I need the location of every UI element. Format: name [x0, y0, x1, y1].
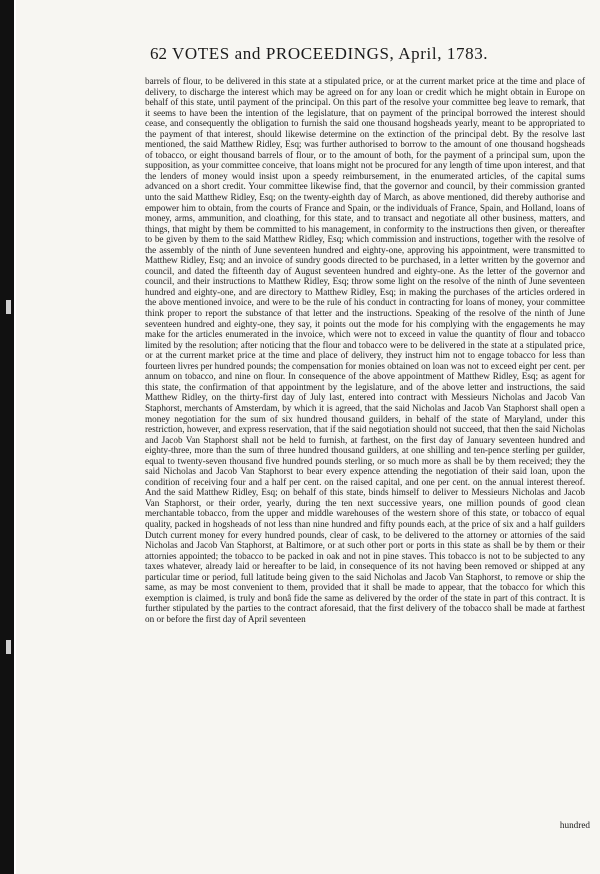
body-paragraph: barrels of flour, to be delivered in this state at a stipulated price, or at the current market price at the time and place of delivery, to discharge the interest which may be agreed on for any loan or credit which he might obtain in Europe on behalf of this state, until payment of the principal. On this part of the resolve your committee beg leave to remark, that it seems to have been the intention of the legislature, that on payment of the principal borrowed the interest should cease, and consequently the obligation to furnish the said one thousand hogsheads yearly, meant to be appropriated to the payment of that interest, should likewise determine on the extinction of the principal debt. By the resolve last mentioned, the said Matthew Ridley, Esq; was further authorised to borrow to the amount of one thousand hogsheads of tobacco, or eight thousand barrels of flour, or to the amount of both, for the payment of a principal sum, upon the supposition, as your committee conceive, that loans might not be procured for any length of time upon interest, and that the lenders of money would insist upon a speedy reimbursement, in the enumerated articles, of the capital sums advanced on a short credit. Your committee likewise find, that the governor and council, by their commission granted unto the said Matthew Ridley, Esq; on the twenty-eighth day of March, as above mentioned, did thereby authorise and empower him to obtain, from the courts of France and Spain, or the individuals of France, Spain, and Holland, loans of money, arms, ammunition, and cloathing, for this state, and to transact and negotiate all other business, matters, and things, that might by them be committed to his management, in conformity to the instructions then given, or thereafter to be given by them to the said Matthew Ridley, Esq; which commission and instructions, together with the resolve of the assembly of the ninth of June seventeen hundred and eighty-one, approving his appointment, were transmitted to Matthew Ridley, Esq; and an invoice of sundry goods directed to be purchased, in a letter written by the governor and council, and dated the fifteenth day of August seventeen hundred and eighty-one. As the letter of the governor and council, and their instructions to Matthew Ridley, Esq; throw some light on the resolve of the ninth of June seventeen hundred and eighty-one, and are directory to Matthew Ridley, Esq; in making the purchases of the articles ordered in the above mentioned invoice, and were to be the rule of his conduct in contracting for loans of money, your committee think proper to report the substance of that letter and the instructions. Speaking of the resolve of the ninth of June seventeen hundred and eighty-one, they say, it points out the mode for his complying with the engagements he may make for the articles enumerated in the invoice, which were not to exceed in value the quantity of flour and tobacco limited by the resolution; after noticing that the flour and tobacco were to be delivered in the state at a stipulated price, or at the current market price at the time and place of delivery, they instruct him not to engage tobacco for less than fourteen livres per hundred pounds; the compensation for monies obtained on loan was not to exceed eight per cent. per annum on tobacco, and nine on flour. In consequence of the above appointment of Matthew Ridley, Esq; as agent for this state, the confirmation of that appointment by the legislature, and of the above letter and instructions, the said Matthew Ridley, on the thirty-first day of July last, entered into contract with Messieurs Nicholas and Jacob Van Staphorst, merchants of Amsterdam, by which it is agreed, that the said Nicholas and Jacob Van Staphorst shall open a money negotiation for the sum of six hundred thousand guilders, in behalf of the state of Maryland, under this restriction, however, and express reservation, that if the said negotiation should not succeed, that then the said Nicholas and Jacob Van Staphorst shall not be held to furnish, at farthest, on the first day of January seventeen hundred and eighty-three, more than the sum of three hundred thousand guilders, at one shilling and ten-pence sterling per guilder, equal to twenty-seven thousand five hundred pounds sterling, or so much more as shall be by them received; they the said Nicholas and Jacob Van Staphorst to bear every expence attending the negotiation of their said loan, upon the condition of receiving four and a half per cent. on the raised capital, and one per cent. on the annual interest thereof. And the said Matthew Ridley, Esq; on behalf of this state, binds himself to deliver to Messieurs Nicholas and Jacob Van Staphorst, or their order, yearly, during the ten next successive years, one million pounds of good clean merchantable tobacco, from the upper and middle warehouses of the western shore of this state, or tobacco of equal quality, packed in hogsheads of not less than nine hundred and fifty pounds each, at the price of six and a half guilders Dutch current money for every hundred pounds, clear of cask, to be delivered to the attorney or attornies of the said Nicholas and Jacob Van Staphorst, at Baltimore, or at such other port or ports in this state as shall be by them or their attornies appointed; the tobacco to be packed in oak and not in pine staves. This tobacco is not to be subjected to any taxes whatever, already laid or hereafter to be laid, in consequence of its not having been removed or shipped at any particular time or period, full latitude being given to the said Nicholas and Jacob Van Staphorst, to remove or ship the same, as may be most convenient to them, provided that it shall be made to appear, that the tobacco for which this exemption is claimed, is truly and bonâ fide the same as delivered by the order of the state in part of this contract. It is further stipulated by the parties to the contract aforesaid, that the first delivery of the tobacco shall be made at farthest on or before the first day of April seventeen — [145, 76, 585, 624]
scan-border — [0, 0, 14, 874]
scan-notch — [6, 640, 11, 654]
page-header — [150, 44, 590, 70]
catchword: hundred — [559, 820, 590, 830]
scan-notch — [6, 300, 11, 314]
page-number: 62 — [150, 44, 167, 63]
body-text — [145, 76, 585, 624]
running-title: VOTES and PROCEEDINGS, April, 1783. — [172, 44, 489, 63]
